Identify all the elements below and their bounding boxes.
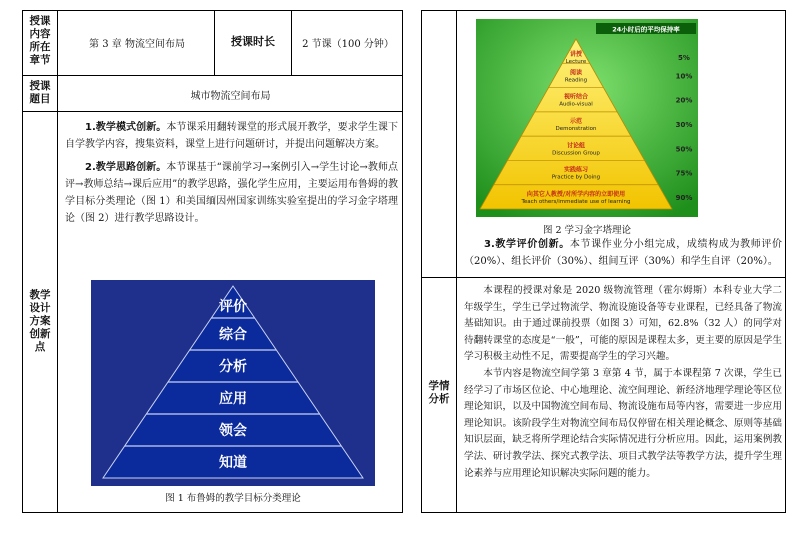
fig2-layer-cn: 讲授 <box>569 51 583 59</box>
fig2-layer-en: Teach others/immediate use of learning <box>521 198 631 205</box>
duration-label: 授课时长 <box>231 35 275 48</box>
fig2-layer-percent: 20% <box>675 96 693 105</box>
duration-value: 2 节课（100 分钟） <box>302 39 394 50</box>
fig2-layer-en: Lecture <box>565 59 587 66</box>
p3-body: 本节课作业分小组完成，成绩构成为教师评价（20%）、组长评价（30%）、组间互评（30%）和学生自评（20%）。 <box>464 239 783 267</box>
fig2-layer-en: Reading <box>564 77 588 84</box>
learner-analysis-text <box>464 283 782 482</box>
fig2-layer-percent: 5% <box>678 54 690 63</box>
fig2-layer-cn: 阅读 <box>569 69 583 77</box>
right-page-table <box>421 10 786 513</box>
fig2-layer-cn: 向其它人教授/对所学内容的立即使用 <box>526 190 626 198</box>
fig1-layer-label: 综合 <box>219 327 247 343</box>
chapter-value: 第 3 章 物流空间布局 <box>89 39 185 50</box>
p1-body: 本节课采用翻转课堂的形式展开教学，要求学生课下自学教学内容，搜集资料，课堂上进行问题研讨，并提出问题解决方案。 <box>65 122 398 150</box>
learner-analysis-label: 学情分析 <box>428 380 450 405</box>
fig2-layer-percent: 50% <box>675 145 693 154</box>
topic-label: 授课题目 <box>29 80 51 105</box>
fig2-layer-cn: 视听结合 <box>563 93 589 101</box>
p2-heading: 2.教学思路创新。 <box>85 162 167 173</box>
fig2-layer-percent: 75% <box>675 169 693 178</box>
left-page-table <box>22 10 403 513</box>
bloom-pyramid-figure <box>91 280 375 486</box>
fig2-layer-en: Discussion Group <box>552 150 600 157</box>
fig2-title: 24小时后的平均保持率 <box>612 25 680 34</box>
fig2-layer-cn: 实践练习 <box>563 166 589 174</box>
fig2-layer-en: Practice by Doing <box>551 174 601 181</box>
innovation-label: 教学设计方案创新点 <box>29 289 51 353</box>
fig1-layer-label: 领会 <box>219 423 247 439</box>
la-p1: 本课程的授课对象是 2020 级物流管理（霍尔姆斯）本科专业大学二年级学生，学生已学过物流学、物流设施设备等专业课程，已经具备了物流基础知识。由于通过课前投票（如图 3）可知，62.8%（32 人）的同学对待翻转课堂的态度是“一般”，可能的原因是课程太多，更主要的原因是学生学习积极主动性不足，需要提高学生的学习兴趣。 <box>464 285 782 363</box>
topic-value: 城市物流空间布局 <box>190 91 271 102</box>
fig1-layer-label: 分析 <box>219 359 247 375</box>
innovation-text <box>65 119 398 233</box>
la-p2: 本节内容是物流空间学第 3 章第 4 节，属于本课程第 7 次课，学生已经学习了市场区位论、中心地理论、流空间理论、新经济地理学理论等区位理论知识，以及中国物流空间布局、物流设施布局等内容，需要进一步应用理论知识。该阶段学生对物流空间布局仅停留在相关理论概念、原则等基础知识层面，缺乏将所学理论结合实际情况进行分析应用。因此，运用案例教学法、研讨教学法、探究式教学法、项目式教学法等教学方法，提升学生理论素养与应用理论知识解决实际问题的能力。 <box>464 367 782 479</box>
learning-pyramid-figure <box>476 19 698 217</box>
fig2-layer-en: Audio-visual <box>559 101 593 108</box>
fig1-caption: 图 1 布鲁姆的教学目标分类理论 <box>165 493 301 504</box>
p2-body: 本节课基于“课前学习→案例引入→学生讨论→教师点评→教师总结→课后应用”的教学思路，强化学生应用，主要运用布鲁姆的教学目标分类理论（图 1）和美国缅因州国家训练实验室提出的学习金字塔理论（图 2）进行教学思路设计。 <box>65 162 399 224</box>
fig2-layer-percent: 30% <box>675 121 693 129</box>
fig2-layer-cn: 讨论组 <box>566 142 586 150</box>
fig2-layer-cn: 示范 <box>569 118 583 125</box>
fig1-layer-label: 应用 <box>219 391 247 407</box>
evaluation-text <box>464 236 782 270</box>
chapter-label: 授课内容所在章节 <box>29 15 51 66</box>
fig2-layer-en: Demonstration <box>555 126 597 132</box>
fig1-layer-label: 评价 <box>219 299 247 315</box>
fig2-layer-percent: 90% <box>675 193 693 202</box>
fig2-layer-percent: 10% <box>675 72 693 81</box>
p3-heading: 3.教学评价创新。 <box>484 239 570 250</box>
fig2-caption: 图 2 学习金字塔理论 <box>542 225 632 236</box>
p1-heading: 1.教学模式创新。 <box>85 122 167 133</box>
fig1-layer-label: 知道 <box>219 455 247 471</box>
